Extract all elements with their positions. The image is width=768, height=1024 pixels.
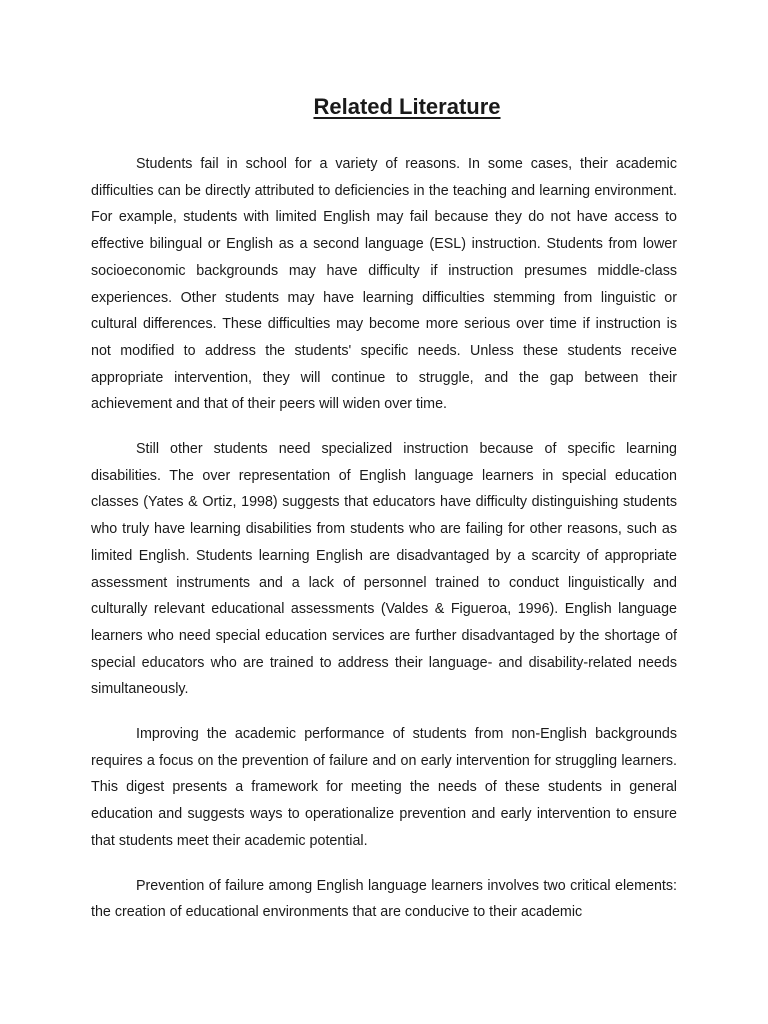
paragraph-2: Still other students need specialized instruction because of specific learning disabilities. The over representation of English language learners in special education classes (Yates & Ortiz, 1998) suggests that educators have difficulty distinguishing students who truly have learning disabilities from students who are failing for other reasons, such as limited English. Students learning English are disadvantaged by a scarcity of appropriate assessment instruments and a lack of personnel trained to conduct linguistically and culturally relevant educational assessments (Valdes & Figueroa, 1996). English language learners who need special education services are further disadvantaged by the shortage of special educators who are trained to address their language- and disability-related needs simultaneously. xyxy=(91,441,677,698)
paragraph-3: Improving the academic performance of students from non-English backgrounds requires a focus on the prevention of failure and on early intervention for struggling learners. This digest presents a framework for meeting the needs of these students in general education and suggests ways to operationalize prevention and early intervention to ensure that students meet their academic potential. xyxy=(91,726,677,849)
paragraph-1: Students fail in school for a variety of reasons. In some cases, their academic difficulties can be directly attributed to deficiencies in the teaching and learning environment. For example, students with limited English may fail because they do not have access to effective bilingual or English as a second language (ESL) instruction. Students from lower socioeconomic backgrounds may have difficulty if instruction presumes middle-class experiences. Other students may have learning difficulties stemming from linguistic or cultural differences. These difficulties may become more serious over time if instruction is not modified to address the students' specific needs. Unless these students receive appropriate intervention, they will continue to struggle, and the gap between their achievement and that of their peers will widen over time. xyxy=(91,156,677,413)
document-title: Related Literature xyxy=(313,94,501,119)
document-body xyxy=(91,151,677,944)
paragraph-4: Prevention of failure among English language learners involves two critical elements: the creation of educational environments that are conducive to their academic xyxy=(91,877,677,921)
